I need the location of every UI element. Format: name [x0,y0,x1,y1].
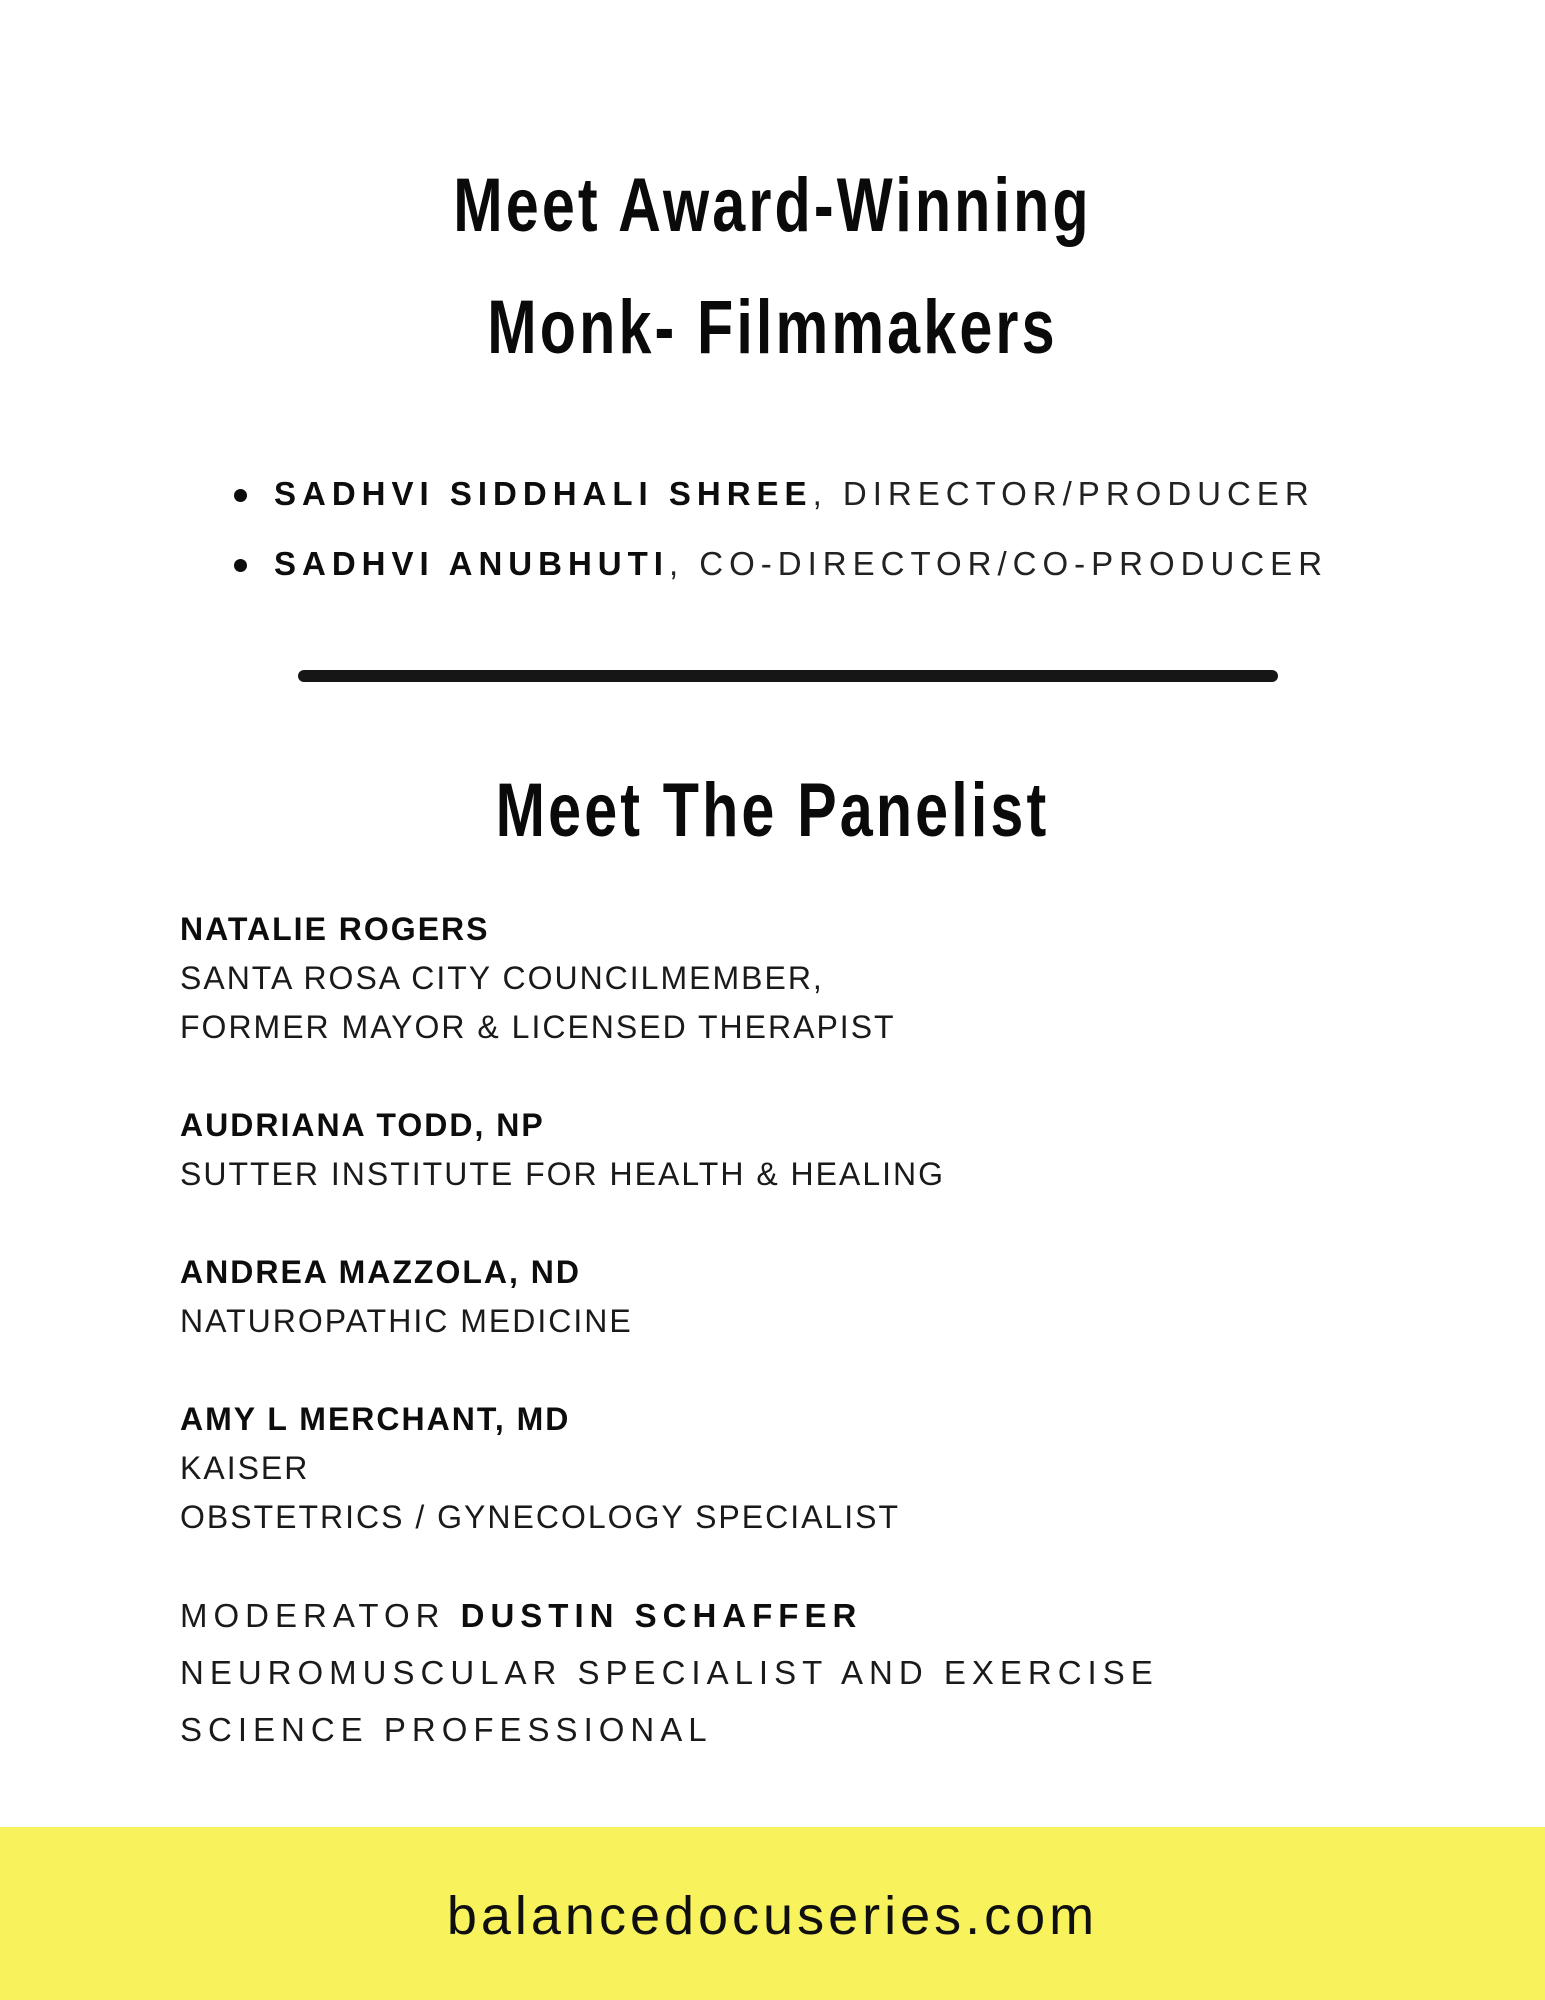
bullet-icon [234,489,247,502]
headline-line-2: Monk- Filmmakers [487,285,1058,370]
moderator-title: SCIENCE PROFESSIONAL [180,1711,713,1748]
filmmaker-role: , DIRECTOR/PRODUCER [812,475,1315,512]
filmmaker-name: SADHVI ANUBHUTI [274,545,669,582]
panelist-entry [180,905,945,1052]
panelist-entry [180,1395,945,1542]
filmmaker-credits-list [234,465,1328,605]
filmmaker-credit [234,465,1328,535]
panelist-list [180,905,945,1591]
panelist-title: SUTTER INSTITUTE FOR HEALTH & HEALING [180,1156,946,1192]
filmmaker-credit [234,535,1328,605]
panelist-name: ANDREA MAZZOLA, ND [180,1254,581,1290]
moderator-title: NEUROMUSCULAR SPECIALIST AND EXERCISE [180,1654,1159,1691]
panelist-title: FORMER MAYOR & LICENSED THERAPIST [180,1009,896,1045]
moderator-label: MODERATOR [180,1597,461,1634]
bullet-icon [234,559,247,572]
panelist-title: OBSTETRICS / GYNECOLOGY SPECIALIST [180,1499,901,1535]
panel-heading: Meet The Panelist [495,768,1050,853]
panelist-entry [180,1101,945,1199]
panelist-entry [180,1248,945,1346]
filmmaker-role: , CO-DIRECTOR/CO-PRODUCER [668,545,1329,582]
panelist-title: SANTA ROSA CITY COUNCILMEMBER, [180,960,824,996]
headline-line-1: Meet Award-Winning [453,163,1092,248]
panelist-name: AMY L MERCHANT, MD [180,1401,571,1437]
moderator-name: DUSTIN SCHAFFER [460,1597,863,1634]
footer-banner [0,1827,1545,2000]
panelist-name: AUDRIANA TODD, NP [180,1107,545,1143]
panelist-title: KAISER [180,1450,310,1486]
panelist-name: NATALIE ROGERS [180,911,490,947]
panelist-title: NATUROPATHIC MEDICINE [180,1303,633,1339]
moderator-block [180,1587,1159,1758]
section-divider [298,670,1278,682]
filmmaker-name: SADHVI SIDDHALI SHREE [274,475,813,512]
moderator-heading [180,1587,1159,1644]
website-url: balancedocuseries.com [446,1886,1099,1946]
